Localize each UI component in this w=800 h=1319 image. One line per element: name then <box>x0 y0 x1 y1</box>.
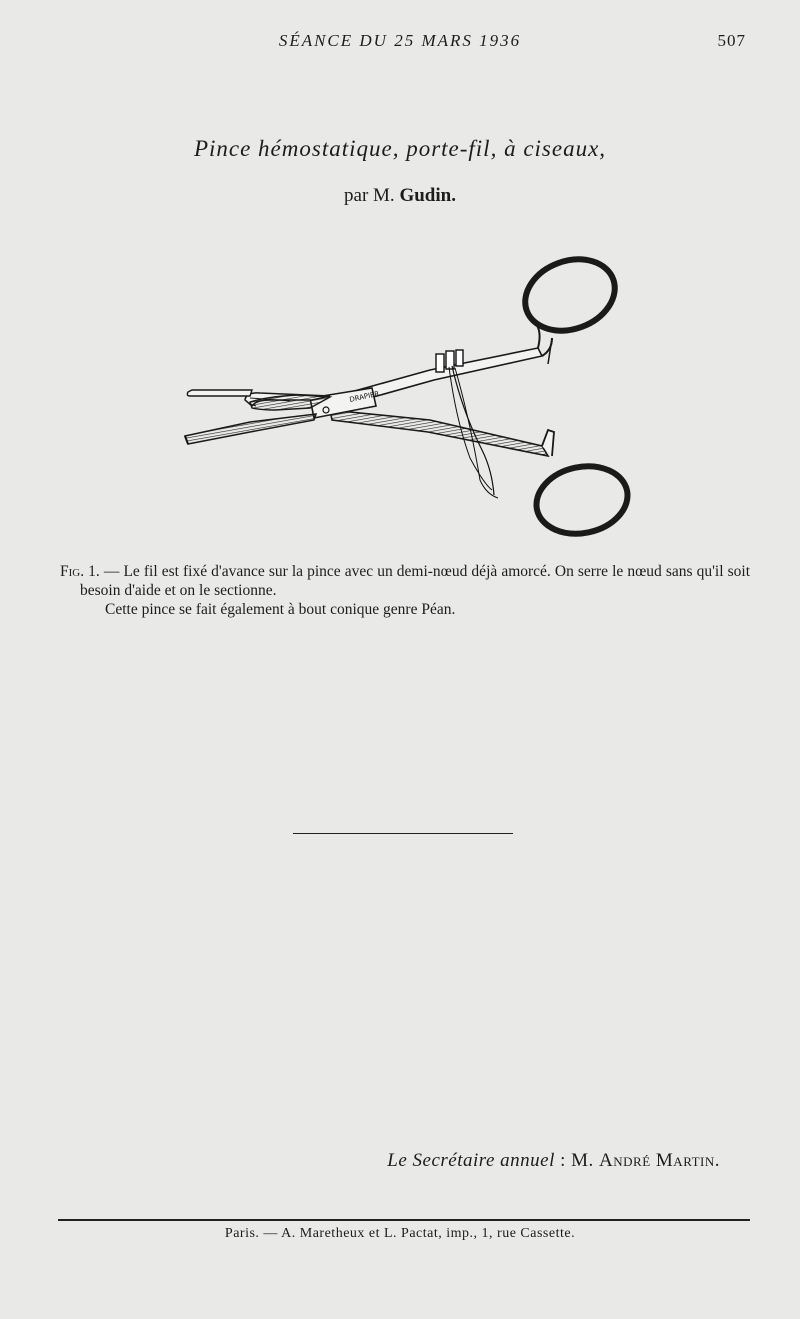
caption-text-1: — Le fil est fixé d'avance sur la pince avec un demi-nœud déjà amorcé. On serre le nœud sans qu'il soit besoin d'aide et on le sectionne. <box>80 563 750 599</box>
forceps-upper-tip <box>187 390 252 396</box>
footer-rule <box>58 1219 750 1221</box>
author-name: Gudin. <box>399 185 456 206</box>
forceps-jaw <box>185 395 330 444</box>
byline <box>0 185 800 207</box>
byline-prefix: par M. <box>344 185 395 206</box>
section-divider <box>293 833 513 834</box>
page-number: 507 <box>717 31 746 50</box>
forceps-figure <box>180 250 640 550</box>
article-title: Pince hémostatique, porte-fil, à ciseaux, <box>193 136 607 161</box>
signature-separator: : M. <box>554 1150 600 1171</box>
engraved-label: DRAPIER <box>348 389 381 404</box>
signature-role: Le Secrétaire annuel <box>387 1150 555 1171</box>
caption-text-2: Cette pince se fait également à bout conique genre Péan. <box>105 601 456 618</box>
figure-caption <box>60 562 750 619</box>
printer-imprint: Paris. — A. Maretheux et L. Pactat, imp., 1, rue Cassette. <box>224 1226 576 1241</box>
upper-ring <box>515 250 625 343</box>
caption-figure-label: Fig. 1. <box>60 563 100 580</box>
header-title: SÉANCE DU 25 MARS 1936 <box>278 31 522 50</box>
lower-ring <box>530 458 634 542</box>
signature-name: André Martin. <box>599 1150 720 1171</box>
caption-paragraph-1 <box>60 562 750 600</box>
lower-arm <box>330 410 554 456</box>
signature <box>300 1150 720 1172</box>
running-header <box>0 31 800 55</box>
